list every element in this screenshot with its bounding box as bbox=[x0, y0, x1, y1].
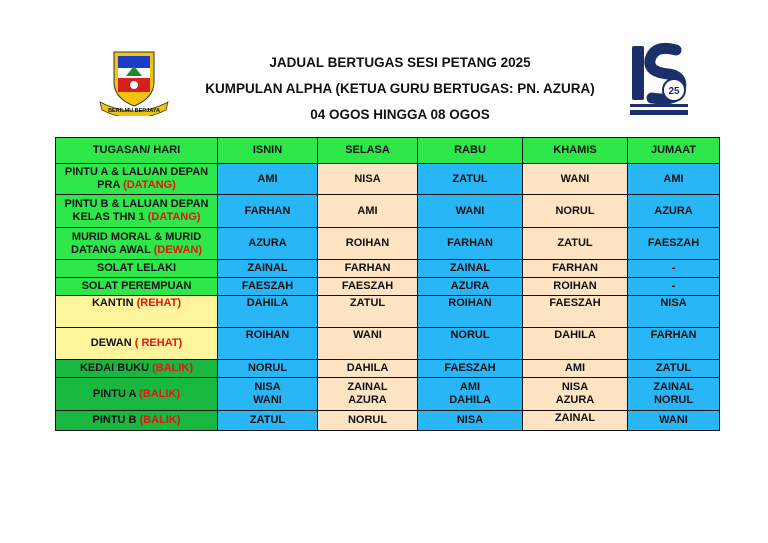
task-cell: KANTIN (REHAT) bbox=[56, 296, 218, 328]
task-cell: PINTU B (BALIK) bbox=[56, 411, 218, 431]
task-cell: PINTU A & LALUAN DEPAN PRA (DATANG) bbox=[56, 164, 218, 195]
task-cell: SOLAT LELAKI bbox=[56, 260, 218, 278]
duty-cell: WANI bbox=[318, 328, 418, 360]
duty-cell: FAESZAH bbox=[523, 296, 628, 328]
header-cell: RABU bbox=[418, 138, 523, 164]
duty-cell: ZATUL bbox=[218, 411, 318, 431]
duty-cell: FARHAN bbox=[628, 328, 720, 360]
duty-cell: - bbox=[628, 278, 720, 296]
duty-cell: AMI bbox=[318, 195, 418, 228]
duty-cell: FARHAN bbox=[318, 260, 418, 278]
task-cell: DEWAN ( REHAT) bbox=[56, 328, 218, 360]
table-row bbox=[56, 378, 720, 411]
title-line-2: KUMPULAN ALPHA (KETUA GURU BERTUGAS: PN. AZURA) bbox=[205, 81, 595, 96]
task-cell: SOLAT PEREMPUAN bbox=[56, 278, 218, 296]
duty-cell: NISA bbox=[318, 164, 418, 195]
duty-cell: NORUL bbox=[523, 195, 628, 228]
header-cell: SELASA bbox=[318, 138, 418, 164]
task-cell: KEDAI BUKU (BALIK) bbox=[56, 360, 218, 378]
header-cell: KHAMIS bbox=[523, 138, 628, 164]
header-cell: ISNIN bbox=[218, 138, 318, 164]
duty-cell: FARHAN bbox=[418, 228, 523, 260]
table-row bbox=[56, 360, 720, 378]
duty-cell: NISA AZURA bbox=[523, 378, 628, 411]
duty-cell: ZATUL bbox=[523, 228, 628, 260]
header-cell: TUGASAN/ HARI bbox=[56, 138, 218, 164]
duty-cell: WANI bbox=[418, 195, 523, 228]
duty-cell: AMI bbox=[628, 164, 720, 195]
duty-cell: FAESZAH bbox=[628, 228, 720, 260]
crest-motto: BERILMU BERJAYA bbox=[108, 108, 160, 114]
duty-cell: ZATUL bbox=[418, 164, 523, 195]
program-logo bbox=[626, 42, 692, 118]
duty-cell: ZAINAL bbox=[523, 411, 628, 431]
table-row bbox=[56, 195, 720, 228]
duty-cell: ROIHAN bbox=[218, 328, 318, 360]
table-row bbox=[56, 228, 720, 260]
duty-cell: AMI DAHILA bbox=[418, 378, 523, 411]
title-line-1: JADUAL BERTUGAS SESI PETANG 2025 bbox=[269, 55, 531, 70]
table-row bbox=[56, 296, 720, 328]
duty-cell: ROIHAN bbox=[418, 296, 523, 328]
duty-cell: ZAINAL NORUL bbox=[628, 378, 720, 411]
table-row bbox=[56, 328, 720, 360]
table-row bbox=[56, 278, 720, 296]
duty-cell: ROIHAN bbox=[523, 278, 628, 296]
duty-cell: ZAINAL bbox=[418, 260, 523, 278]
duty-cell: DAHILA bbox=[523, 328, 628, 360]
duty-cell: ROIHAN bbox=[318, 228, 418, 260]
duty-cell: ZATUL bbox=[318, 296, 418, 328]
duty-schedule-table bbox=[55, 137, 720, 431]
table-row bbox=[56, 164, 720, 195]
duty-cell: NORUL bbox=[218, 360, 318, 378]
duty-cell: FARHAN bbox=[218, 195, 318, 228]
duty-cell: NISA WANI bbox=[218, 378, 318, 411]
duty-cell: AZURA bbox=[628, 195, 720, 228]
duty-cell: FAESZAH bbox=[418, 360, 523, 378]
duty-cell: FARHAN bbox=[523, 260, 628, 278]
duty-cell: ZAINAL AZURA bbox=[318, 378, 418, 411]
task-cell: MURID MORAL & MURID DATANG AWAL (DEWAN) bbox=[56, 228, 218, 260]
table-row bbox=[56, 411, 720, 431]
duty-cell: FAESZAH bbox=[218, 278, 318, 296]
document-title bbox=[150, 50, 650, 128]
duty-cell: AMI bbox=[523, 360, 628, 378]
header-cell: JUMAAT bbox=[628, 138, 720, 164]
table-header-row bbox=[56, 138, 720, 164]
duty-cell: ZAINAL bbox=[218, 260, 318, 278]
duty-cell: NISA bbox=[628, 296, 720, 328]
task-cell: PINTU B & LALUAN DEPAN KELAS THN 1 (DATANG) bbox=[56, 195, 218, 228]
logo-number: 25 bbox=[668, 86, 680, 97]
table-row bbox=[56, 260, 720, 278]
duty-cell: NISA bbox=[418, 411, 523, 431]
duty-cell: AZURA bbox=[418, 278, 523, 296]
duty-cell: AMI bbox=[218, 164, 318, 195]
duty-cell: ZATUL bbox=[628, 360, 720, 378]
duty-cell: WANI bbox=[628, 411, 720, 431]
duty-cell: FAESZAH bbox=[318, 278, 418, 296]
duty-cell: WANI bbox=[523, 164, 628, 195]
task-cell: PINTU A (BALIK) bbox=[56, 378, 218, 411]
duty-cell: AZURA bbox=[218, 228, 318, 260]
duty-cell: DAHILA bbox=[218, 296, 318, 328]
duty-cell: DAHILA bbox=[318, 360, 418, 378]
duty-cell: - bbox=[628, 260, 720, 278]
duty-cell: NORUL bbox=[318, 411, 418, 431]
duty-cell: NORUL bbox=[418, 328, 523, 360]
title-line-3: 04 OGOS HINGGA 08 OGOS bbox=[310, 107, 490, 122]
